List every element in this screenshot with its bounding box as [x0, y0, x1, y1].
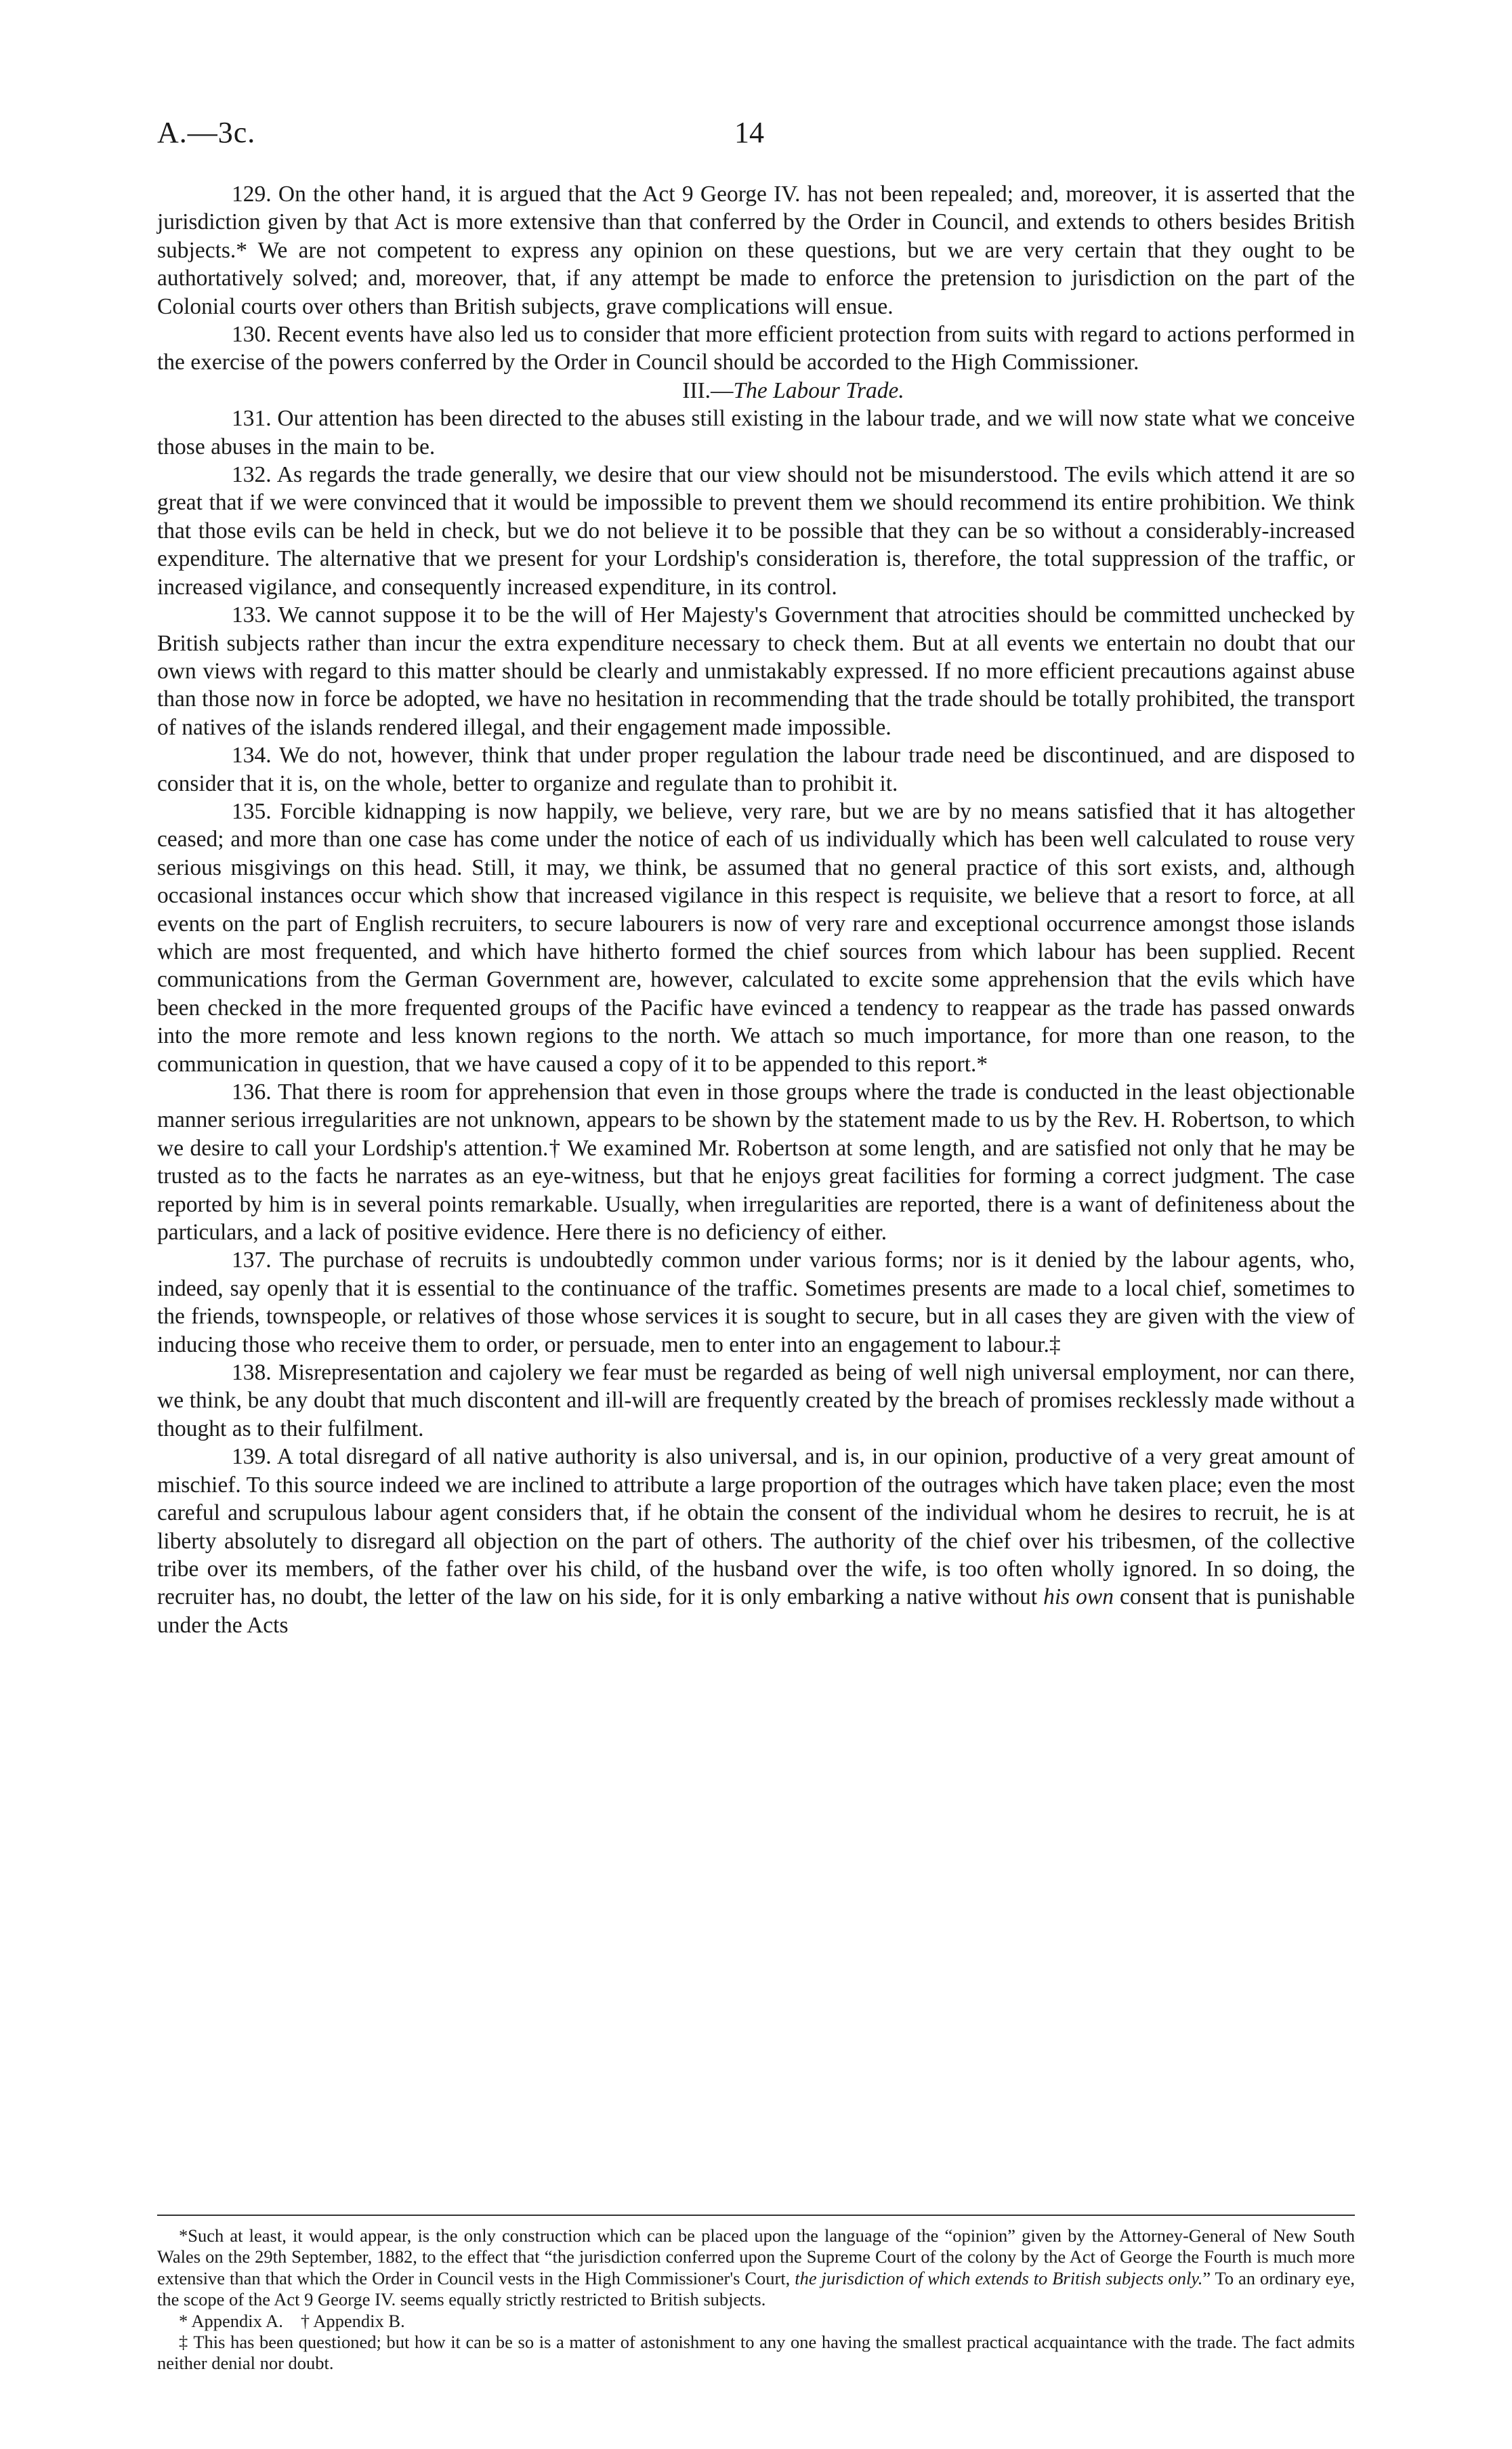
page-number: 14	[734, 116, 764, 149]
paragraph-131: 131. Our attention has been directed to the abuses still existing in the labour trade, and we will now state what we conceive those abuses in the main to be.	[157, 406, 1355, 459]
document-reference: A.—3c.	[157, 116, 256, 149]
section-heading	[157, 377, 1355, 405]
footnote-1	[157, 2225, 1355, 2311]
footnote-appendix-refs	[157, 2311, 1355, 2332]
paragraph-139	[157, 1443, 1355, 1639]
footnote-divider	[157, 2215, 1355, 2216]
footnotes	[157, 2225, 1355, 2374]
footnote-3: ‡ This has been questioned; but how it can be so is a matter of astonishment to any one having the smallest practical acquaintance with the trade. The fact admits neither denial nor doubt.	[157, 2332, 1355, 2374]
footnote-1-text-end: ” To an ordinary eye, the scope of the Act 9 George IV. seems equally strictly restricted to British subjects.	[157, 2267, 1356, 2310]
paragraph-136: 136. That there is room for apprehension that even in those groups where the trade is conducted in the least objectionable manner serious irregularities are not unknown, appears to be shown by the statement made to us by the Rev. H. Robertson, to which we desire to call your Lordship's attention.† We examined Mr. Robertson at some length, and are satisfied not only that he may be trusted as to the facts he narrates as an eye-witness, but that he enjoys great facilities for forming a correct judgment. The case reported by him is in several points remarkable. Usually, when irregularities are reported, there is a want of definiteness about the particulars, and a lack of positive evidence. Here there is no deficiency of either.	[157, 1079, 1355, 1246]
footnote-1-italic: the jurisdiction of which extends to British subjects only.	[795, 2267, 1203, 2288]
paragraph-134: 134. We do not, however, think that under proper regulation the labour trade need be discontinued, and are disposed to consider that it is, on the whole, better to organize and regulate than to prohibit it.	[157, 743, 1355, 796]
paragraph-129: 129. On the other hand, it is argued that the Act 9 George IV. has not been repealed; and, moreover, it is asserted that the jurisdiction given by that Act is more extensive than that conferred by the Order in Council, and extends to others besides British subjects.* We are not competent to express any opinion on these questions, but we are very certain that they ought to be authortatively solved; and, moreover, that, if any attempt be made to enforce the pretension to jurisdiction on the part of the Colonial courts over others than British subjects, grave complications will ensue.	[157, 182, 1355, 319]
paragraph-139-text: 139. A total disregard of all native authority is also universal, and is, in our opinion, productive of a very great amount of mischief. To this source indeed we are inclined to attribute a large proportion of the outrages which have taken place; even the most careful and scrupulous labour agent considers that, if he obtain the consent of the individual whom he desires to recruit, he is at liberty absolutely to disregard all objection on the part of others. The authority of the chief over his tribesmen, of the collective tribe over its members, of the father over his child, of the husband over the wife, is too often wholly ignored. In so doing, the recruiter has, no doubt, the letter of the law on his side, for it is only embarking a native without	[157, 1444, 1355, 1610]
paragraph-132: 132. As regards the trade generally, we desire that our view should not be misunderstood. The evils which attend it are so great that if we were convinced that it would be impossible to prevent them we should recommend its entire prohibition. We think that those evils can be held in check, but we do not believe it to be possible that they can be so without a considerably-increased expenditure. The alternative that we present for your Lordship's consideration is, therefore, the total suppression of the traffic, or increased vigilance, and consequently increased expenditure, in its control.	[157, 462, 1355, 600]
footnote-1-text: *Such at least, it would appear, is the only construction which can be placed upon the language of the “opinion” given by the Attorney-General of New South Wales on the 29th September, 1882, to the effect that “the jurisdiction conferred upon the Supreme Court of the colony by the Act of George the Fourth is much more extensive than that which the Order in Council vests in the High Commissioner's Court,	[157, 2225, 1355, 2288]
paragraph-133: 133. We cannot suppose it to be the will of Her Majesty's Government that atrocities should be committed unchecked by British subjects rather than incur the extra expenditure necessary to check them. But at all events we entertain no doubt that our own views with regard to this matter should be clearly and unmistakably expressed. If no more efficient precautions against abuse than those now in force be adopted, we have no hesitation in recommending that the trade should be totally prohibited, the transport of natives of the islands rendered illegal, and their engagement made impossible.	[157, 602, 1355, 740]
paragraph-139-emphasis: his own	[1043, 1584, 1114, 1610]
body-text	[157, 180, 1355, 1639]
paragraph-137: 137. The purchase of recruits is undoubtedly common under various forms; nor is it denied by the labour agents, who, indeed, say openly that it is essential to the continuance of the traffic. Sometimes presents are made to a local chief, sometimes to the friends, townspeople, or relatives of those whose services it is sought to secure, but in all cases they are given with the view of inducing those who receive them to order, or persuade, men to enter into an engagement to labour.‡	[157, 1248, 1355, 1357]
footnote-appendix-b: † Appendix B.	[300, 2310, 405, 2331]
paragraph-139-end: consent that is punishable under the Acts	[157, 1584, 1355, 1638]
footnote-appendix-a: * Appendix A.	[179, 2310, 283, 2331]
page-header	[157, 115, 1355, 156]
paragraph-135: 135. Forcible kidnapping is now happily, we believe, very rare, but we are by no means satisfied that it has altogether ceased; and more than one case has come under the notice of each of us individually which has been well calculated to rouse very serious misgivings on this head. Still, it may, we think, be assumed that no general practice of this sort exists, and, although occasional instances occur which show that increased vigilance in this respect is requisite, we believe that a resort to force, at all events on the part of English recruiters, to secure labourers is now of very rare and exceptional occurrence amongst those islands which are most frequented, and which have hitherto formed the chief sources from which labour has been supplied. Recent communications from the German Government are, however, calculated to excite some apprehension that the evils which have been checked in the more frequented groups of the Pacific have evinced a tendency to reappear as the trade has passed onwards into the more remote and less known regions to the north. We attach so much importance, for more than one reason, to the communication in question, that we have caused a copy of it to be appended to this report.*	[157, 798, 1355, 1077]
section-title: The Labour Trade.	[733, 377, 904, 403]
section-number: III.—	[682, 377, 734, 403]
paragraph-130: 130. Recent events have also led us to consider that more efficient protection from suits with regard to actions performed in the exercise of the powers conferred by the Order in Council should be accorded to the High Commissioner.	[157, 322, 1355, 375]
paragraph-138: 138. Misrepresentation and cajolery we fear must be regarded as being of well nigh universal employment, nor can there, we think, be any doubt that much discontent and ill-will are frequently created by the breach of promises recklessly made without a thought as to their fulfilment.	[157, 1360, 1355, 1441]
